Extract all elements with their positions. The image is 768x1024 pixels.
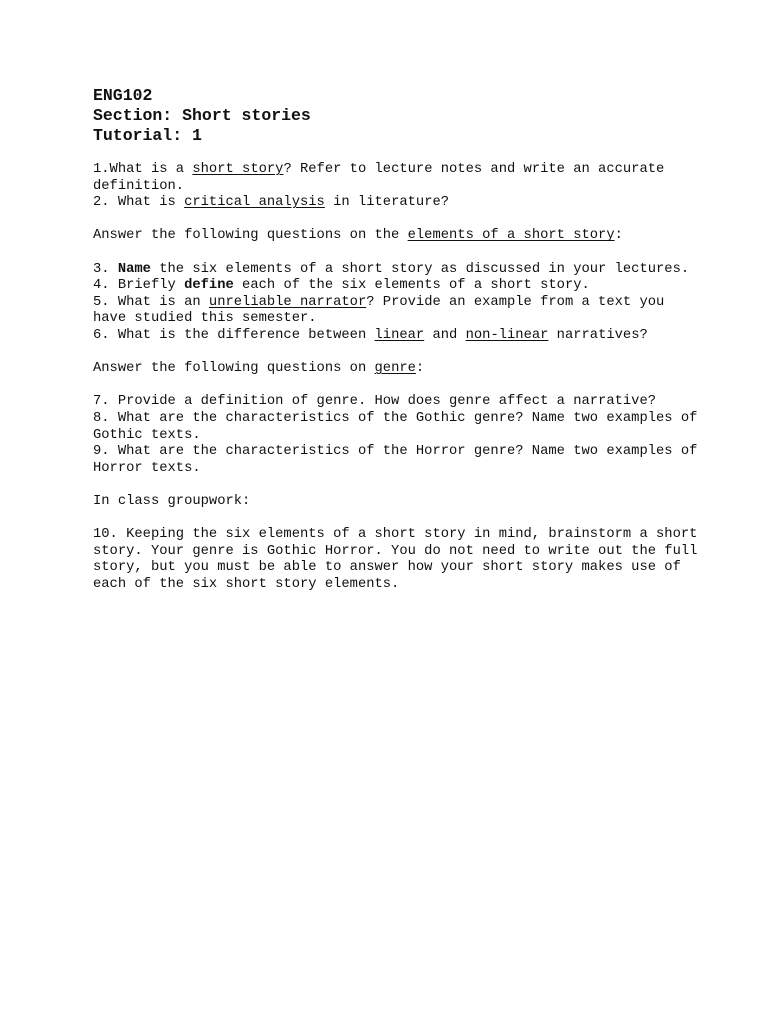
elements-intro [93,228,703,245]
question-3 [93,262,703,279]
question-3-suffix: the six elements of a short story as discussed in your lectures. [150,261,690,277]
keyword-define: define [184,278,234,294]
elements-intro-prefix: Answer the following questions on the [93,228,408,244]
term-short-story: short story [192,162,284,177]
genre-intro [93,361,703,378]
spacer [93,477,703,494]
spacer [93,510,703,527]
question-3-prefix: 3. [93,261,118,277]
question-8: 8. What are the characteristics of the Gothic genre? Name two examples of Gothic texts. [93,410,698,443]
document-page [93,86,703,593]
tutorial-number: Tutorial: 1 [93,126,202,145]
spacer [93,245,703,262]
question-7: 7. Provide a definition of genre. How does genre affect a narrative? [93,394,657,410]
question-2-suffix: in literature? [324,195,450,211]
question-4-prefix: 4. Briefly [93,278,185,294]
term-linear: linear [374,327,425,343]
keyword-name: Name [117,261,151,277]
term-genre: genre [374,361,416,377]
term-elements-of-a-short-story: elements of a short story [407,228,615,244]
spacer [93,212,703,229]
question-10: 10. Keeping the six elements of a short story in mind, brainstorm a short story. Your genre is Gothic Horror. You do not need to write out the full story, but you must be able to answer how your short story makes use of each of the six short story elements. [93,527,698,592]
term-non-linear: non-linear [465,327,549,343]
term-unreliable-narrator: unreliable narrator [208,294,367,310]
question-6-prefix: 6. What is the difference between [93,327,375,343]
question-5-prefix: 5. What is an [93,294,209,310]
term-critical-analysis: critical analysis [184,195,325,211]
question-4-suffix: each of the six elements of a short story. [233,278,590,294]
genre-intro-prefix: Answer the following questions on [93,361,375,377]
tutorial-questions [93,162,703,593]
question-9: 9. What are the characteristics of the Horror genre? Name two examples of Horror texts. [93,444,698,476]
question-6 [93,328,703,345]
question-1-suffix: ? Refer to lecture notes and write an accurate definition. [93,162,665,194]
course-code: ENG102 [93,86,153,105]
document-header [93,86,703,146]
question-5 [93,295,703,328]
question-6-suffix: narratives? [548,327,648,343]
section-title: Section: Short stories [93,106,311,125]
genre-intro-suffix: : [415,361,425,377]
question-4 [93,278,703,295]
spacer [93,345,703,362]
spacer [93,378,703,395]
groupwork-heading: In class groupwork: [93,493,251,509]
elements-intro-suffix: : [614,228,623,244]
question-1-prefix: 1.What is a [93,162,193,177]
question-5-suffix: ? Provide an example from a text you have studied this semester. [93,294,665,327]
question-2 [93,195,703,212]
question-2-prefix: 2. What is [93,195,185,211]
question-6-middle: and [424,327,466,343]
question-1 [93,162,703,195]
